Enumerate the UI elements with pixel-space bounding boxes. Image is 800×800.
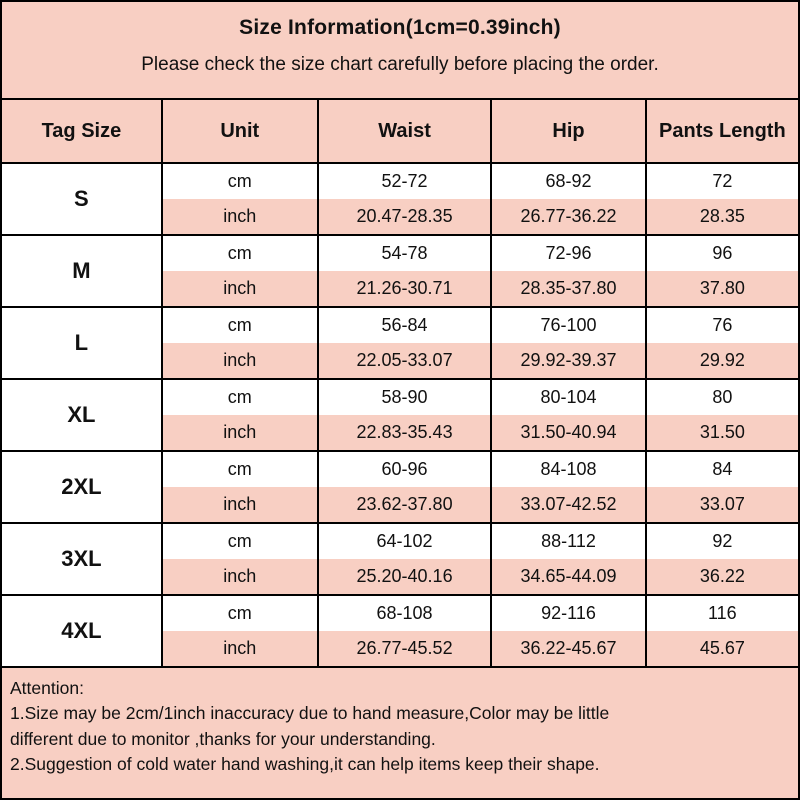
unit-row-inch bbox=[163, 487, 798, 522]
unit-label: inch bbox=[163, 559, 319, 594]
unit-row-inch bbox=[163, 631, 798, 666]
length-value: 76 bbox=[712, 314, 733, 335]
tag-size-label: S bbox=[2, 164, 163, 234]
hip-value: 88-112 bbox=[492, 524, 646, 559]
unit-row-inch bbox=[163, 271, 798, 306]
unit-row-cm bbox=[163, 524, 798, 559]
hip-value: 80-104 bbox=[492, 380, 646, 415]
unit-label: inch bbox=[163, 487, 319, 522]
table-row bbox=[2, 380, 798, 452]
unit-label: cm bbox=[163, 380, 319, 415]
length-value: 96 bbox=[712, 242, 733, 263]
waist-value: 23.62-37.80 bbox=[319, 487, 493, 522]
table-row bbox=[2, 524, 798, 596]
hip-value: 36.22-45.67 bbox=[492, 631, 646, 666]
waist-value: 26.77-45.52 bbox=[319, 631, 493, 666]
table-row bbox=[2, 308, 798, 380]
waist-value: 56-84 bbox=[319, 308, 493, 343]
unit-row-cm bbox=[163, 308, 798, 343]
column-header-pants-length: Pants Length bbox=[659, 120, 786, 142]
hip-value: 28.35-37.80 bbox=[492, 271, 646, 306]
waist-value: 21.26-30.71 bbox=[319, 271, 493, 306]
unit-row-cm bbox=[163, 452, 798, 487]
unit-label: cm bbox=[163, 164, 319, 199]
table-row bbox=[2, 452, 798, 524]
unit-row-cm bbox=[163, 164, 798, 199]
tag-size-label: 4XL bbox=[2, 596, 163, 666]
unit-row-cm bbox=[163, 596, 798, 631]
table-row bbox=[2, 236, 798, 308]
tag-size-label: L bbox=[2, 308, 163, 378]
unit-row-inch bbox=[163, 199, 798, 234]
hip-value: 33.07-42.52 bbox=[492, 487, 646, 522]
unit-row-cm bbox=[163, 380, 798, 415]
page-title: Size Information(1cm=0.39inch) bbox=[239, 16, 561, 39]
waist-value: 25.20-40.16 bbox=[319, 559, 493, 594]
hip-value: 72-96 bbox=[492, 236, 646, 271]
waist-value: 58-90 bbox=[319, 380, 493, 415]
length-value: 92 bbox=[712, 530, 733, 551]
header-block bbox=[2, 2, 798, 98]
unit-label: cm bbox=[163, 452, 319, 487]
attention-note-2: 2.Suggestion of cold water hand washing,it can help items keep their shape. bbox=[10, 754, 600, 775]
length-value: 31.50 bbox=[699, 421, 745, 442]
table-row bbox=[2, 164, 798, 236]
unit-label: inch bbox=[163, 631, 319, 666]
waist-value: 60-96 bbox=[319, 452, 493, 487]
unit-row-inch bbox=[163, 343, 798, 378]
unit-label: cm bbox=[163, 596, 319, 631]
attention-note-1-part-2: different due to monitor ,thanks for your understanding. bbox=[10, 728, 436, 749]
unit-row-inch bbox=[163, 415, 798, 450]
unit-label: inch bbox=[163, 415, 319, 450]
waist-value: 22.05-33.07 bbox=[319, 343, 493, 378]
tag-size-label: M bbox=[2, 236, 163, 306]
column-header-waist: Waist bbox=[319, 100, 493, 162]
hip-value: 29.92-39.37 bbox=[492, 343, 646, 378]
column-header-unit: Unit bbox=[163, 100, 319, 162]
length-value: 45.67 bbox=[699, 637, 745, 658]
hip-value: 76-100 bbox=[492, 308, 646, 343]
length-value: 28.35 bbox=[699, 205, 745, 226]
hip-value: 92-116 bbox=[492, 596, 646, 631]
waist-value: 54-78 bbox=[319, 236, 493, 271]
hip-value: 34.65-44.09 bbox=[492, 559, 646, 594]
tag-size-label: 2XL bbox=[2, 452, 163, 522]
unit-label: inch bbox=[163, 343, 319, 378]
waist-value: 52-72 bbox=[319, 164, 493, 199]
table-header-row bbox=[2, 100, 798, 164]
tag-size-label: XL bbox=[2, 380, 163, 450]
unit-label: cm bbox=[163, 236, 319, 271]
length-value: 72 bbox=[712, 170, 733, 191]
waist-value: 22.83-35.43 bbox=[319, 415, 493, 450]
attention-note-1-part-1: 1.Size may be 2cm/1inch inaccuracy due to hand measure,Color may be little bbox=[10, 703, 610, 724]
unit-label: cm bbox=[163, 308, 319, 343]
waist-value: 20.47-28.35 bbox=[319, 199, 493, 234]
length-value: 80 bbox=[712, 386, 733, 407]
length-value: 29.92 bbox=[699, 349, 745, 370]
unit-label: inch bbox=[163, 271, 319, 306]
attention-block bbox=[2, 668, 798, 798]
length-value: 33.07 bbox=[699, 493, 745, 514]
hip-value: 31.50-40.94 bbox=[492, 415, 646, 450]
waist-value: 64-102 bbox=[319, 524, 493, 559]
length-value: 116 bbox=[707, 602, 737, 623]
length-value: 84 bbox=[712, 458, 733, 479]
unit-label: inch bbox=[163, 199, 319, 234]
hip-value: 84-108 bbox=[492, 452, 646, 487]
length-value: 37.80 bbox=[699, 277, 745, 298]
length-value: 36.22 bbox=[699, 565, 745, 586]
unit-label: cm bbox=[163, 524, 319, 559]
tag-size-label: 3XL bbox=[2, 524, 163, 594]
unit-row-inch bbox=[163, 559, 798, 594]
table-row bbox=[2, 596, 798, 666]
waist-value: 68-108 bbox=[319, 596, 493, 631]
column-header-hip: Hip bbox=[492, 100, 646, 162]
hip-value: 68-92 bbox=[492, 164, 646, 199]
unit-row-cm bbox=[163, 236, 798, 271]
size-table bbox=[2, 98, 798, 668]
column-header-tag-size: Tag Size bbox=[2, 100, 163, 162]
header-subtitle: Please check the size chart carefully before placing the order. bbox=[141, 54, 659, 75]
attention-heading: Attention: bbox=[10, 678, 84, 698]
hip-value: 26.77-36.22 bbox=[492, 199, 646, 234]
